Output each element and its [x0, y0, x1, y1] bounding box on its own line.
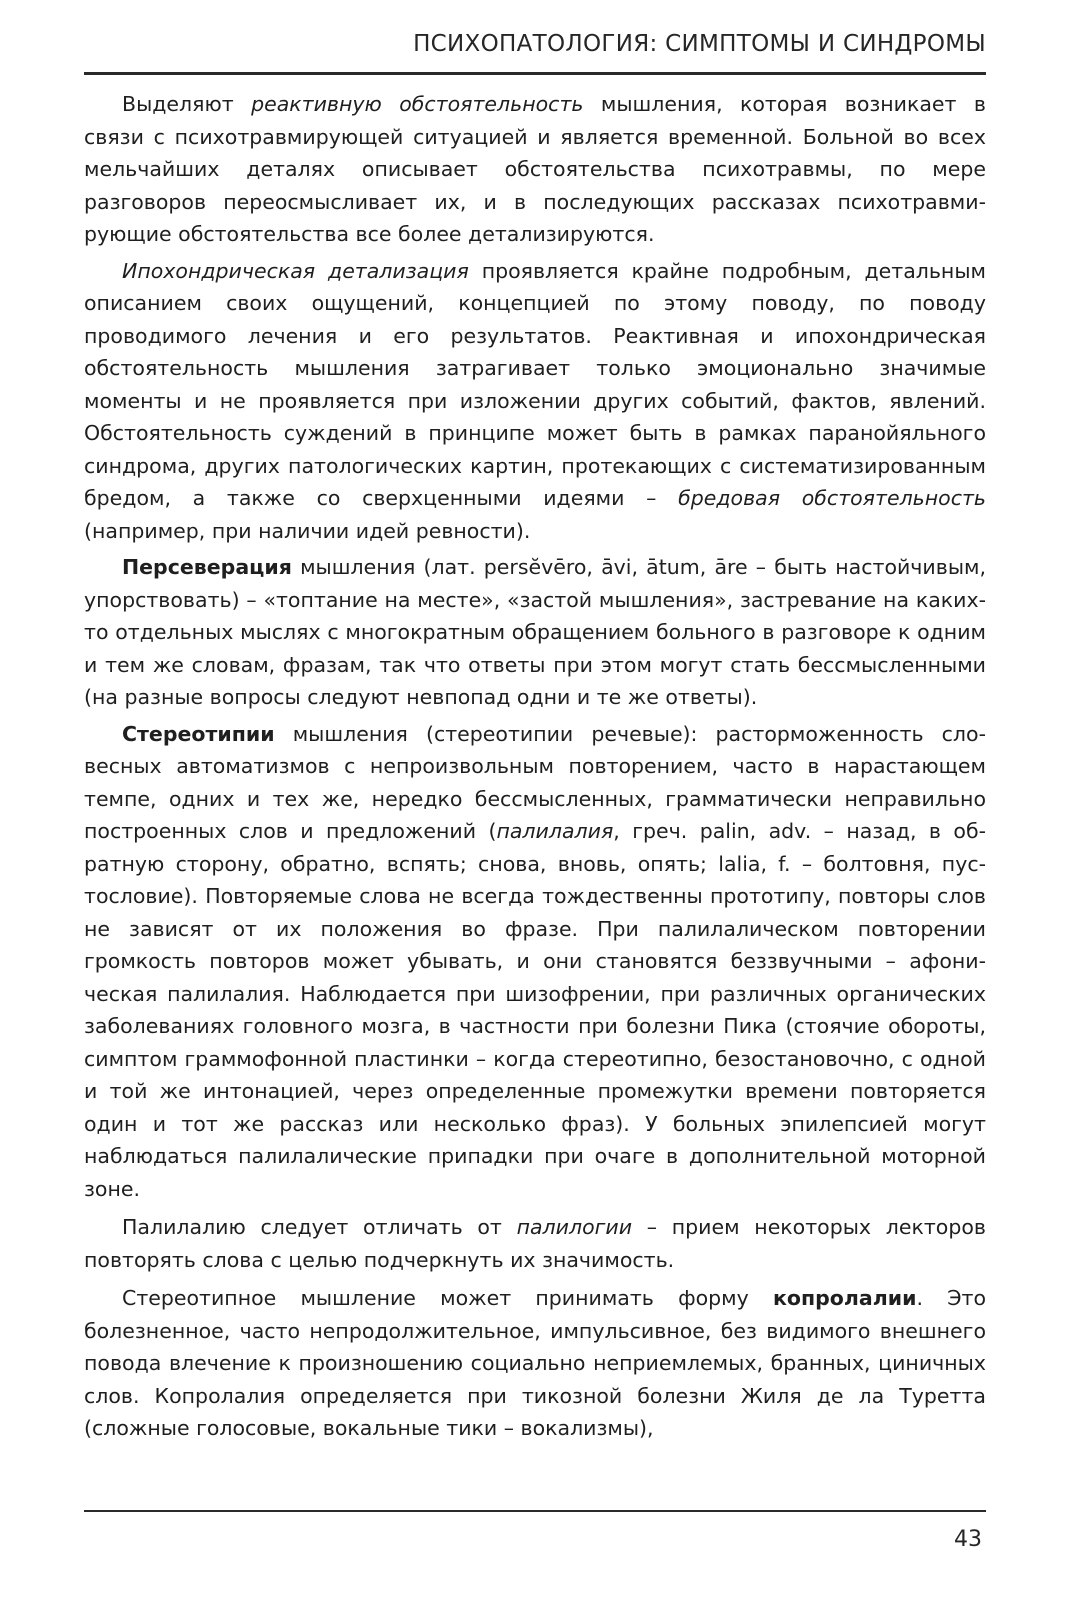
italic-term: бредовая обстоятельность: [678, 486, 986, 510]
paragraph: [84, 255, 986, 548]
paragraph: [84, 1211, 986, 1276]
paragraph: [84, 551, 986, 714]
text-run: – прием некоторых лекторов повторять слова с целью подчеркнуть их значимость.: [84, 1215, 986, 1272]
bold-term: копролалии: [772, 1286, 917, 1310]
bold-term: Стереотипии: [122, 721, 275, 746]
running-header: ПСИХОПАТОЛОГИЯ: СИМПТОМЫ И СИНДРОМЫ: [413, 31, 986, 57]
text-run: , греч. palin, adv. – назад, в обратную сторону, обратно, вспять; снова, вновь, опять; lalia, f. – болтовня, пустословие). Повторяемые слова не всегда тождественны прототипу, повторы слов не зависят от их положения во фразе. При палилалическом повторении громкость повторов может убывать, и они становятся беззвучными – афоническая палилалия. Наблюдается при шизофрении, при различных органических заболеваниях головного мозга, в частности при болезни Пика (стоячие обороты, симптом граммофонной пластинки – когда стереотипно, безостановочно, с одной и той же интонацией, через определенные промежутки времени повторяется один и тот же рассказ или несколько фраз). У больных эпилепсией могут наблюдаться палилалические припадки при очаге в дополнительной моторной зоне.: [84, 819, 986, 1201]
paragraph: [84, 1282, 986, 1445]
text-run: проявляется крайне подробным, детальным описанием своих ощущений, концепцией по этому поводу, по поводу проводимого лечения и его результатов. Реактивная и ипохондрическая обстоятельность мышления затрагивает только эмоционально значимые моменты и не проявляется при изложении других событий, фактов, явлений. Обстоятельность суждений в принципе может быть в рамках паранойяльного синдрома, других патологических картин, протекающих с систематизированным бредом, а также со сверхценными идеями –: [84, 258, 986, 510]
text-run: (например, при наличии идей ревности).: [84, 518, 531, 543]
italic-term: Ипохондрическая детализация: [122, 258, 469, 283]
italic-term: палилалия: [496, 819, 614, 843]
text-run: . Это болезненное, часто непродолжительное, импульсивное, без видимого внешнего повода влечение к произношению социально неприемлемых, бранных, циничных слов. Копролалия определяется при тикозной болезни Жиля де ла Туретта (сложные голосовые, вокальные тики – вокализмы),: [84, 1286, 986, 1440]
footer-rule: [84, 1510, 986, 1512]
text-run: Выделяют: [122, 92, 252, 116]
paragraph: [84, 718, 986, 1206]
text-run: мышления (лат. persĕvēro, āvi, ātum, āre – быть настойчивым, упорствовать) – «топтание на месте», «застой мышления», застревание на каких-то отдельных мыслях с многократным обращением больного в разговоре к одним и тем же словам, фразам, так что ответы при этом могут стать бессмысленными (на разные вопросы следуют невпопад одни и те же ответы).: [84, 555, 986, 709]
paragraph: [84, 88, 986, 251]
bold-term: Персеверация: [122, 555, 292, 579]
header-rule: [84, 72, 986, 75]
page-body: [84, 88, 986, 1449]
italic-term: палилогии: [516, 1215, 633, 1239]
text-run: мышления, которая возникает в связи с психотравмирующей ситуацией и является временной. Больной во всех мельчайших деталях описывает обстоятельства психотравмы, по мере разговоров переосмысливает их, и в последующих рассказах психотравмирующие обстоятельства все более детализируются.: [84, 92, 986, 246]
italic-term: реактивную обстоятельность: [251, 92, 584, 116]
text-run: мышления (стереотипии речевые): расторможенность словесных автоматизмов с непроизвольным повторением, часто в нарастающем темпе, одних и тех же, нередко бессмысленных, грамматически неправильно построенных слов и предложений (: [84, 721, 986, 843]
page-number: 43: [954, 1527, 982, 1552]
text-run: Стереотипное мышление может принимать форму: [122, 1286, 773, 1310]
text-run: Палилалию следует отличать от: [122, 1215, 517, 1239]
